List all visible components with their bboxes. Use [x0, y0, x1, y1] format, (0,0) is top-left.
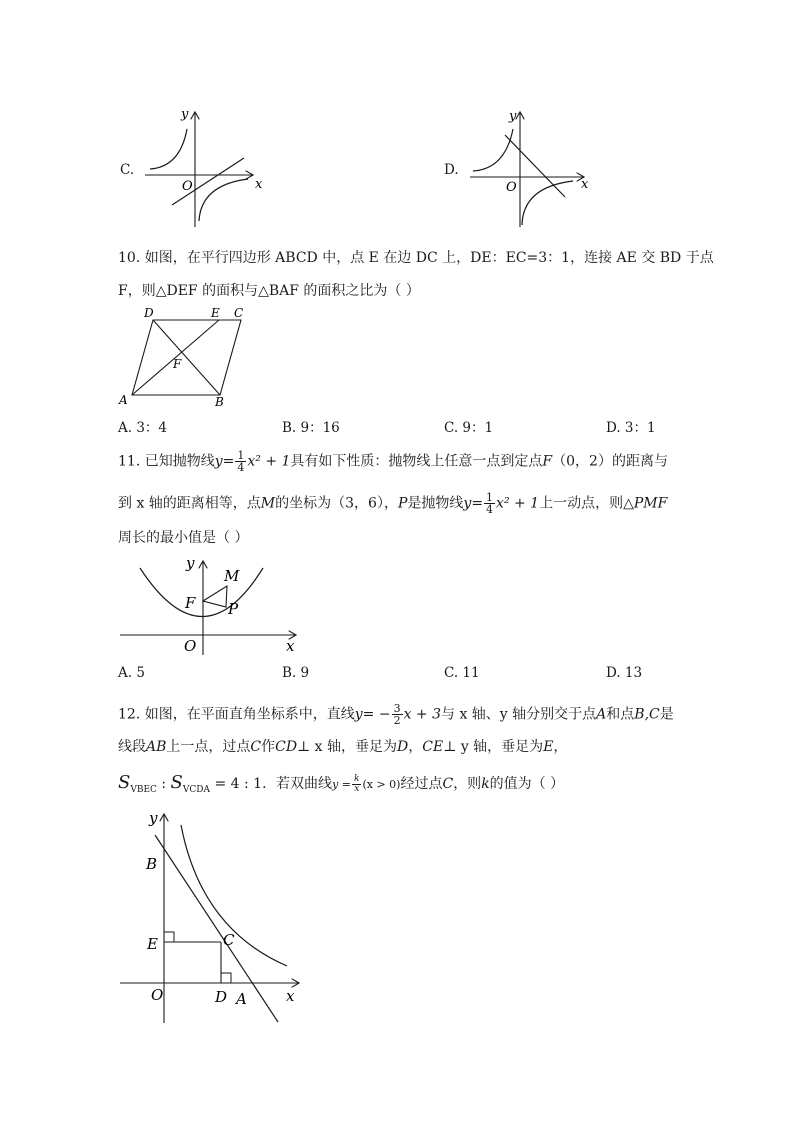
label-p: P [228, 600, 239, 618]
fraction: $\frac{3}{2}$ [393, 702, 401, 727]
q10-parallelogram-figure [115, 302, 265, 410]
q9-option-c-letter: C. [120, 162, 135, 178]
q12-text-line1: 12. 如图，在平面直角坐标系中，直线y= − $\frac{3}{2}$ x + 3与 x 轴、y 轴分别交于点A和点B,C是 [118, 702, 674, 727]
y-axis-label: y [509, 109, 517, 124]
q11-option-d: D. 13 [606, 665, 643, 681]
label-m: M [224, 567, 240, 585]
q11-text-line3: 周长的最小值是（ ） [118, 530, 249, 546]
label-b: B [146, 855, 158, 873]
q9-option-d-letter: D. [444, 162, 459, 178]
x-axis-label: x [286, 637, 295, 655]
y-axis-label: y [181, 107, 189, 122]
right-angle-mark-e [164, 932, 174, 942]
q10-text-line1: 10. 如图，在平行四边形 ABCD 中，点 E 在边 DC 上，DE：EC=3：1，连接 AE 交 BD 于点 [118, 250, 714, 266]
q11-option-b: B. 9 [282, 665, 310, 681]
fraction: $\frac{1}{4}$ [237, 449, 245, 474]
label-d: D [144, 306, 154, 320]
q10-option-c: C. 9：1 [444, 420, 494, 436]
q11-text-line1: 11. 已知抛物线y= $\frac{1}{4}$ x² + 1具有如下性质：抛物线上任意一点到定点F（0，2）的距离与 [118, 449, 668, 474]
origin-label: O [151, 986, 164, 1004]
triangle-pmf [203, 586, 227, 607]
x-axis-label: x [255, 177, 263, 192]
origin-label: O [182, 179, 193, 194]
q11-text-line2: 到 x 轴的距离相等，点M的坐标为（3，6），P是抛物线y= $\frac{1}{4}$ x² + 1上一动点，则△PMF [118, 491, 668, 516]
label-c: C [223, 931, 235, 949]
label-b: B [215, 395, 224, 409]
q10-text-line2: F，则△DEF 的面积与△BAF 的面积之比为（ ） [118, 283, 420, 299]
parabola-curve [140, 568, 263, 617]
hyperbola-branch [150, 129, 187, 169]
q10-option-d: D. 3：1 [606, 420, 656, 436]
q10-option-b: B. 9：16 [282, 420, 340, 436]
fraction: $\frac{k}{x}$ [354, 773, 360, 794]
x-axis-label: x [581, 177, 589, 192]
q11-option-c: C. 11 [444, 665, 480, 681]
origin-label: O [506, 180, 517, 195]
hyperbola-branch [199, 179, 248, 221]
y-axis-label: y [186, 554, 195, 572]
q12-text-line2: 线段AB上一点，过点C作CD⊥ x 轴，垂足为D，CE⊥ y 轴，垂足为E， [118, 739, 568, 755]
q12-coordinate-figure [115, 805, 315, 1030]
y-axis-label: y [149, 809, 158, 827]
segment-bd [153, 320, 220, 395]
x-axis-label: x [286, 987, 295, 1005]
label-a: A [119, 393, 128, 407]
q10-option-a: A. 3：4 [118, 420, 168, 436]
right-angle-mark-d [221, 973, 231, 983]
fraction: $\frac{1}{4}$ [486, 491, 494, 516]
hyperbola-branch [473, 129, 513, 171]
q9-option-d-graph [465, 103, 595, 230]
label-f: F [185, 594, 196, 612]
label-e: E [147, 935, 158, 953]
q11-option-a: A. 5 [118, 665, 145, 681]
origin-label: O [184, 637, 197, 655]
q12-text-line3: $S_{VBEC}$ : $S_{VCDA} = 4$ : 1．若双曲线y = $\frac{k}{x}$ (x > 0)经过点C，则k的值为（ ） [118, 772, 565, 795]
label-e: E [211, 306, 220, 320]
q11-parabola-figure [115, 550, 305, 658]
label-a: A [236, 990, 247, 1008]
hyperbola-branch [522, 181, 573, 225]
label-d: D [215, 988, 228, 1006]
label-c: C [234, 306, 244, 320]
q9-option-c-graph [140, 103, 270, 230]
label-f: F [173, 357, 182, 371]
